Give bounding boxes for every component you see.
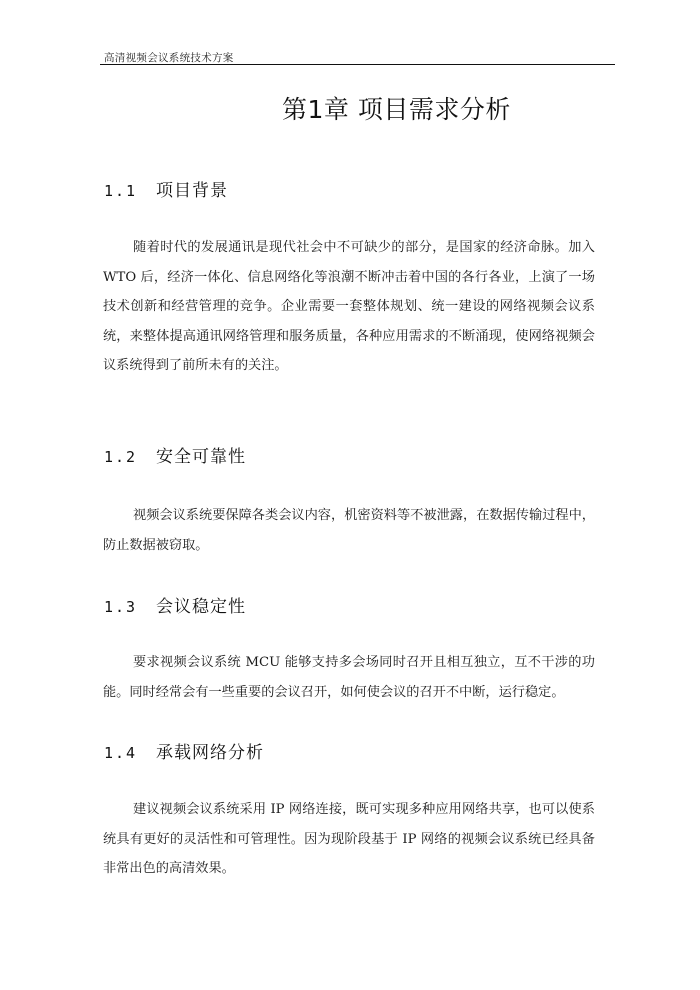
section-number: 1.3 xyxy=(104,598,138,616)
section-paragraph-1-1: 随着时代的发展通讯是现代社会中不可缺少的部分，是国家的经济命脉。加入 WTO 后，经济一体化、信息网络化等浪潮不断冲击着中国的各行各业，上演了一场技术创新和经营管理的竞争。企业需要一套整体规划、统一建设的网络视频会议系统，来整体提高通讯网络管理和服务质量，各种应用需求的不断涌现，使网络视频会议系统得到了前所未有的关注。 xyxy=(103,240,595,373)
section-paragraph-1-3: 要求视频会议系统 MCU 能够支持多会场同时召开且相互独立，互不干涉的功能。同时经常会有一些重要的会议召开，如何使会议的召开不中断，运行稳定。 xyxy=(103,655,595,700)
section-paragraph-1-4: 建议视频会议系统采用 IP 网络连接，既可实现多种应用网络共享，也可以使系统具有更好的灵活性和可管理性。因为现阶段基于 IP 网络的视频会议系统已经具备非常出色的高清效果。 xyxy=(103,802,595,876)
section-heading-1-2 xyxy=(104,442,246,467)
section-heading-1-3 xyxy=(104,592,246,617)
section-number: 1.4 xyxy=(104,744,138,762)
section-paragraph-1-2: 视频会议系统要保障各类会议内容，机密资料等不被泄露，在数据传输过程中，防止数据被窃取。 xyxy=(103,508,595,553)
header-rule xyxy=(100,64,615,65)
section-title: 承载网络分析 xyxy=(156,743,264,763)
section-number: 1.1 xyxy=(104,182,138,200)
section-title: 会议稳定性 xyxy=(156,597,246,617)
chapter-title: 第1章 项目需求分析 xyxy=(282,95,511,124)
section-heading-1-4 xyxy=(104,738,264,763)
section-heading-1-1 xyxy=(104,176,228,201)
section-title: 安全可靠性 xyxy=(156,447,246,467)
section-title: 项目背景 xyxy=(156,181,228,201)
running-header: 高清视频会议系统技术方案 xyxy=(104,52,234,64)
section-number: 1.2 xyxy=(104,448,138,466)
